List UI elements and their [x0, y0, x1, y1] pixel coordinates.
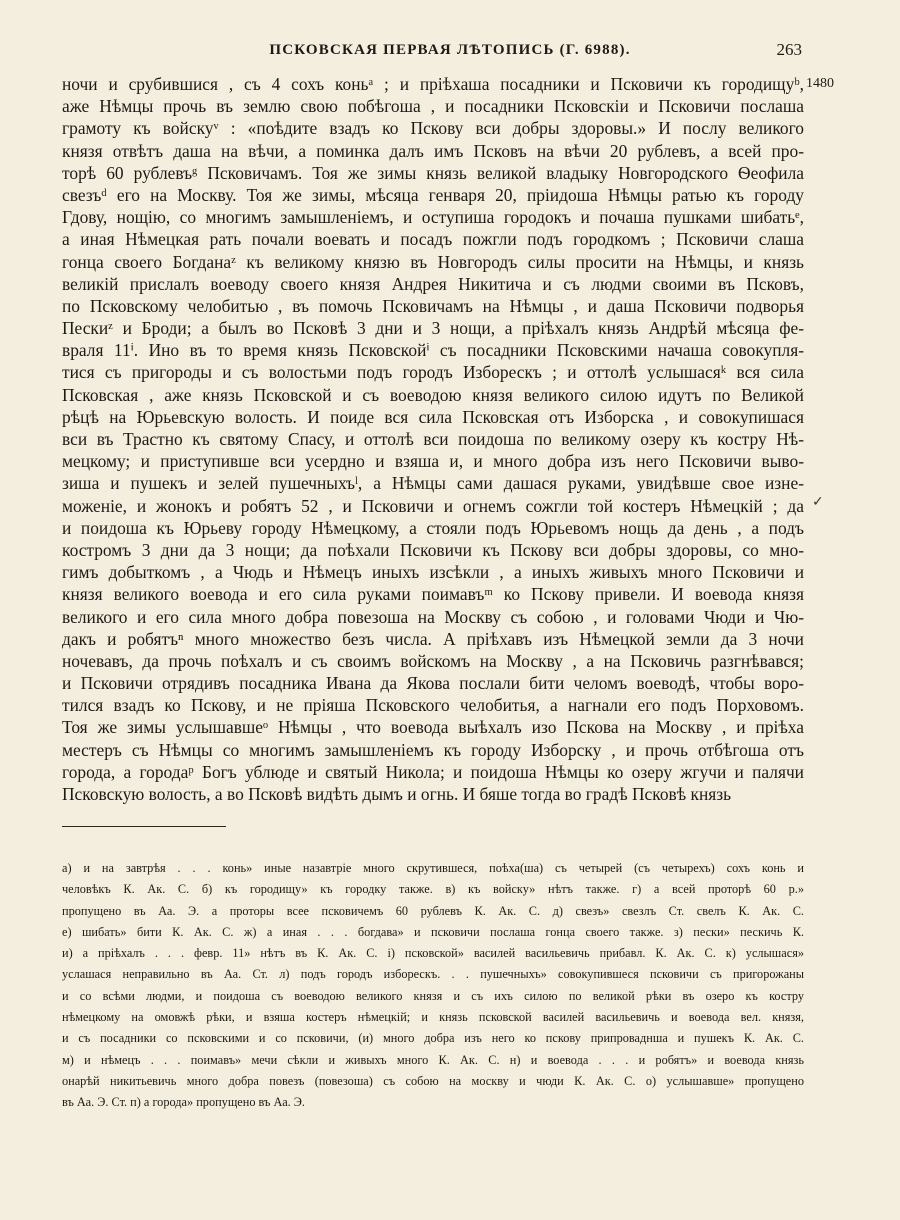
footnote-line: въ Аа. Э. Ст. п) а города» пропущено въ Аа. Э. [62, 1095, 305, 1110]
text-line: местеръ съ Нѣмцы со многимъ замышленіемъ къ городу Изборску , и прочь отбѣгоша отъ [62, 739, 804, 760]
text-line: гонца своего Богданаᶻ къ великому князю въ Новгородъ силы просити на Нѣмцы, и князь [62, 251, 804, 272]
text-line: гимъ добыткомъ , а Чюдь и Нѣмецъ иныхъ изсѣкли , а иныхъ живыхъ много Псковичи и [62, 562, 804, 583]
footnote-divider [62, 826, 226, 827]
text-line: мецкому; и приступивше вси усердно и взяша и, и много добра изъ него Псковичи выво- [62, 451, 804, 472]
margin-check-mark: ✓ [812, 494, 824, 510]
text-line: по Псковскому челобитью , въ помочь Псковичамъ на Нѣмцы , и даша Псковичи подворья [62, 295, 804, 316]
footnote-line: услашася неправильно въ Аа. Ст. л) подъ городъ изборескъ. . . пушечныхъ» совокупившеся псковичи съ пригорожаны [62, 967, 804, 982]
text-line: города, а городаᵖ Богъ ублюде и святый Никола; и поидоша Нѣмцы ко озеру жгучи и палячи [62, 761, 804, 782]
margin-year-marker: 1480 [806, 76, 834, 91]
footnote-line: и) а пріѣхалъ . . . февр. 11» нѣтъ въ К. Ак. С. і) псковской» василей васильевичь прибавл. К. Ак. С. к) услышася» [62, 946, 804, 961]
text-line: и Псковичи отрядивъ посадника Ивана да Якова послали бити челомъ воеводѣ, чтобы воро- [62, 673, 804, 694]
footnotes [62, 858, 804, 1114]
text-line: свезъᵈ его на Москву. Тоя же зимы, мѣсяца генваря 20, пріидоша Нѣмцы ратью къ городу [62, 184, 804, 205]
text-line: а иная Нѣмецкая рать почали воевать и посадъ пожгли подъ городкомъ ; Псковичи слаша [62, 229, 804, 250]
text-line: великій прислалъ воеводу своего князя Андрея Никитича и съ людми своими въ Псковъ, [62, 273, 804, 294]
text-line: Гдову, нощію, со многимъ замышленіемъ, и оступиша городокъ и почаша пушками шибатьᵉ, [62, 207, 804, 228]
text-line: враля 11ⁱ. Ино въ то время князь Псковскойⁱ съ посадники Псковскими начаша совокупля- [62, 340, 804, 361]
footnote-line: нѣмецкому на омовжѣ рѣки, и взяша костеръ нѣмецкій; и князь псковской василей васильевичь и воевода вел. князя, [62, 1010, 804, 1025]
text-line: вси въ Трастно къ святому Спасу, и оттолѣ вси поидоша по великому озеру къ костру Нѣ- [62, 429, 804, 449]
footnote-line: е) шибать» бити К. Ак. С. ж) а иная . . . богдава» и псковичи послаша гонца своего также. з) пески» пескичь К. [62, 924, 804, 939]
text-line: дакъ и робятъⁿ много множество безъ числа. А пріѣхавъ изъ Нѣмецкой земли да 3 ночи [62, 628, 804, 649]
text-line: князя отвѣтъ даша на вѣчи, а поминка далъ имъ Псковъ на вѣчи 20 рублевъ, а всей про- [62, 140, 804, 161]
text-line: ночевавъ, да прочь поѣхалъ и съ своимъ войскомъ на Москву , а на Псковичь разгнѣвався; [62, 650, 804, 671]
text-line: Псковская , аже князь Псковской и съ воеводою князя великого силою идутъ по Великой [62, 384, 804, 405]
text-line: великого и его сила много добра повезоша на Москву съ собою , и головами Чюди и Чю- [62, 606, 804, 627]
text-line: моженіе, и жонокъ и робятъ 52 , и Псковичи и огнемъ сожгли той костеръ Нѣмецкій ; да [62, 495, 804, 516]
footnote-line: пропущено въ Аа. Э. а проторы всее псковичемъ 60 рублевъ К. Ак. С. д) свезъ» свезлъ Ст. свелъ К. Ак. С. [62, 903, 804, 918]
footnote-line: а) и на завтрѣя . . . конь» иные назавтріе много скрутившеся, поѣха(ша) съ четырей (съ четырехъ) сохъ конь и [62, 861, 804, 875]
footnote-line: и съ посадники со псковскими и со псковичи, (и) много добра изъ него ко пскову припроваднша и пушекъ К. Ак. С. [62, 1031, 804, 1046]
chronicle-text [62, 73, 804, 805]
text-line: костромъ 3 дни да 3 нощи; да поѣхали Псковичи къ Пскову вси добры здоровы, со мно- [62, 539, 804, 560]
text-line: рѣцѣ на Юрьевскую волость. И поиде вся сила Псковская отъ Изборска , и совокупишася [62, 406, 804, 427]
running-title: ПСКОВСКАЯ ПЕРВАЯ ЛѢТОПИСЬ (Г. 6988). [269, 42, 631, 58]
text-line: Пескиᶻ и Броди; а былъ во Псковѣ 3 дни и 3 нощи, а пріѣхалъ князь Андрѣй мѣсяца фе- [62, 318, 804, 339]
text-line: и поидоша къ Юрьеву городу Нѣмецкому, а стояли подъ Юрьевомъ нощь да день , а подъ [62, 517, 804, 538]
page-number: 263 [776, 40, 802, 59]
footnote-line: м) и нѣмецъ . . . поимавъ» мечи сѣкли и живыхъ много К. Ак. С. н) и воевода . . . и робятъ» и воевода князь [62, 1052, 804, 1067]
text-line: зиша и пушекъ и зелей пушечныхъˡ, а Нѣмцы сами дашася руками, увидѣвше свое изне- [62, 473, 804, 494]
text-line: грамоту къ войскуᵛ : «поѣдите взадъ ко Пскову вси добры здоровы.» И послу великого [62, 118, 804, 139]
text-line: торѣ 60 рублевъᵍ Псковичамъ. Тоя же зимы князь великой владыку Новгородского Ѳеофила [62, 162, 804, 183]
footnote-line: онарѣй никитьевичь много добра повезъ (повезоша) съ собою на москву и чюди К. Ак. С. о) услышавше» пропущено [62, 1073, 804, 1088]
text-line: аже Нѣмцы прочь въ землю свою побѣгоша , и посадники Псковскіи и Псковичи послаша [62, 96, 804, 117]
text-line: Тоя же зимы услышавшеᵒ Нѣмцы , что воевода выѣхалъ изо Пскова на Москву , и пріѣха [62, 717, 804, 738]
text-line: ночи и срубившися , съ 4 сохъ коньᵃ ; и пріѣхаша посадники и Псковичи къ городищуᵇ, [62, 74, 804, 94]
text-line: тися съ пригороды и съ волостьми подъ городъ Изборескъ ; и оттолѣ услышасяᵏ вся сила [62, 362, 804, 383]
text-line: тился взадъ ко Пскову, и не пріяша Псковского челобитья, а нагнали его подъ Порховомъ. [62, 695, 804, 716]
footnote-line: и со всѣми людми, и поидоша съ воеводою великого князя и съ ихъ силою по великой рѣки въ озеро къ костру [62, 988, 804, 1003]
text-line: князя великого воевода и его сила руками поимавъᵐ ко Пскову привели. И воевода князя [62, 584, 804, 605]
text-line: Псковскую волость, а во Псковѣ видѣть дымъ и огнь. И бяше тогда во градѣ Псковѣ князь [62, 784, 732, 804]
footnote-line: человѣкъ К. Ак. С. б) къ городищу» къ городку также. в) къ войску» нѣтъ также. г) а всей проторѣ 60 р.» [62, 882, 804, 897]
